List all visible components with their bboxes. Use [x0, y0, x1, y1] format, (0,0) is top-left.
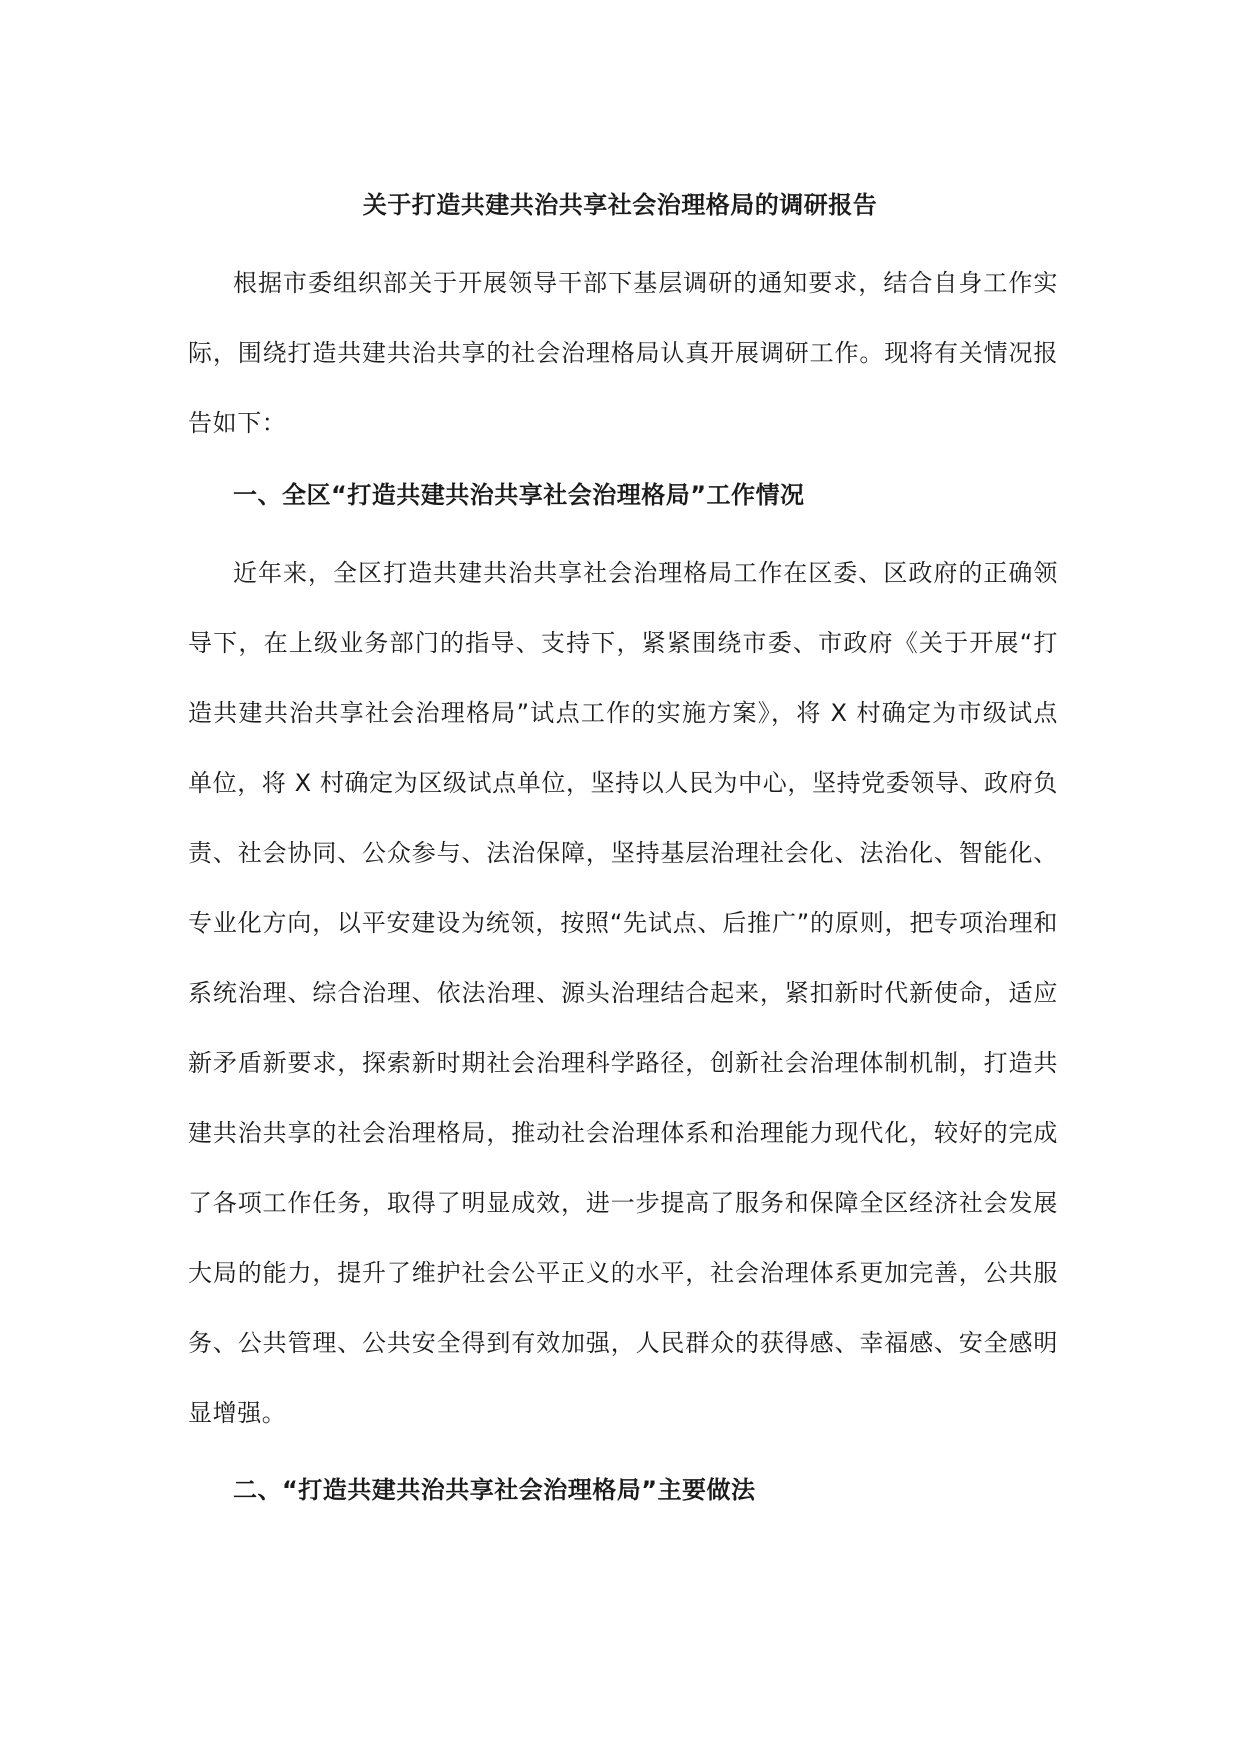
- document-title: 关于打造共建共治共享社会治理格局的调研报告: [362, 191, 878, 219]
- section-1-heading: 一、全区“打造共建共治共享社会治理格局”工作情况: [233, 481, 805, 509]
- intro-paragraph: 根据市委组织部关于开展领导干部下基层调研的通知要求，结合自身工作实际，围绕打造共建共治共享的社会治理格局认真开展调研工作。现将有关情况报告如下：: [188, 269, 1058, 437]
- section-1-body: 近年来，全区打造共建共治共享社会治理格局工作在区委、区政府的正确领导下，在上级业务部门的指导、支持下，紧紧围绕市委、市政府《关于开展“打造共建共治共享社会治理格局”试点工作的实施方案》，将 X 村确定为市级试点单位，将 X 村确定为区级试点单位，坚持以人民为中心，坚持党委领导、政府负责、社会协同、公众参与、法治保障，坚持基层治理社会化、法治化、智能化、专业化方向，以平安建设为统领，按照“先试点、后推广”的原则，把专项治理和系统治理、综合治理、依法治理、源头治理结合起来，紧扣新时代新使命，适应新矛盾新要求，探索新时期社会治理科学路径，创新社会治理体制机制，打造共建共治共享的社会治理格局，推动社会治理体系和治理能力现代化，较好的完成了各项工作任务，取得了明显成效，进一步提高了服务和保障全区经济社会发展大局的能力，提升了维护社会公平正义的水平，社会治理体系更加完善，公共服务、公共管理、公共安全得到有效加强，人民群众的获得感、幸福感、安全感明显增强。: [188, 559, 1058, 1427]
- section-2-heading: 二、“打造共建共治共享社会治理格局”主要做法: [233, 1476, 756, 1504]
